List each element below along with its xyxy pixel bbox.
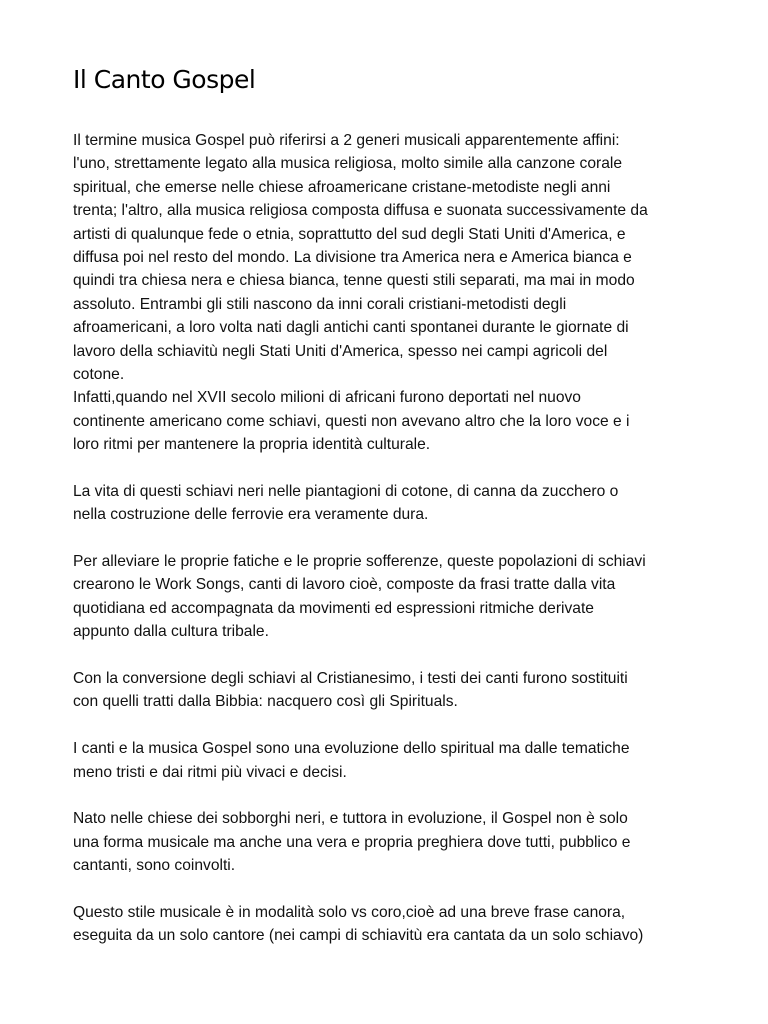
text-line: Infatti,quando nel XVII secolo milioni di africani furono deportati nel nuovo bbox=[73, 389, 581, 407]
text-line: La vita di questi schiavi neri nelle piantagioni di cotone, di canna da zucchero o bbox=[73, 482, 619, 500]
paragraph-break bbox=[73, 784, 703, 807]
paragraph-break bbox=[73, 456, 703, 479]
page-title: Il Canto Gospel bbox=[73, 65, 256, 94]
paragraph-break bbox=[73, 644, 703, 667]
paragraph-break bbox=[73, 878, 703, 901]
text-line: afroamericani, a loro volta nati dagli antichi canti spontanei durante le giornate di bbox=[73, 319, 629, 337]
text-line: cantanti, sono coinvolti. bbox=[73, 857, 236, 875]
text-line: cotone. bbox=[73, 365, 125, 383]
text-line: I canti e la musica Gospel sono una evoluzione dello spiritual ma dalle tematiche bbox=[73, 740, 630, 758]
text-line: artisti di qualunque fede o etnia, soprattutto del sud degli Stati Uniti d'America, e bbox=[73, 225, 626, 243]
paragraph-break bbox=[73, 714, 703, 737]
text-line: assoluto. Entrambi gli stili nascono da inni corali cristiani-metodisti degli bbox=[73, 295, 567, 313]
text-line: lavoro della schiavitù negli Stati Uniti d'America, spesso nei campi agricoli del bbox=[73, 342, 608, 360]
text-line: continente americano come schiavi, questi non avevano altro che la loro voce e i bbox=[73, 412, 630, 430]
document-body bbox=[73, 129, 703, 948]
text-line: meno tristi e dai ritmi più vivaci e decisi. bbox=[73, 763, 347, 781]
text-line: eseguita da un solo cantore (nei campi di schiavitù era cantata da un solo schiavo) bbox=[73, 927, 644, 945]
text-line: una forma musicale ma anche una vera e propria preghiera dove tutti, pubblico e bbox=[73, 833, 631, 851]
text-line: l'uno, strettamente legato alla musica religiosa, molto simile alla canzone corale bbox=[73, 155, 623, 173]
text-line: Questo stile musicale è in modalità solo vs coro,cioè ad una breve frase canora, bbox=[73, 903, 626, 921]
text-line: quindi tra chiesa nera e chiesa bianca, tenne questi stili separati, ma mai in modo bbox=[73, 272, 635, 290]
text-line: con quelli tratti dalla Bibbia: nacquero così gli Spirituals. bbox=[73, 693, 458, 711]
text-line: spiritual, che emerse nelle chiese afroamericane cristane-metodiste negli anni bbox=[73, 178, 611, 196]
text-line: Nato nelle chiese dei sobborghi neri, e tuttora in evoluzione, il Gospel non è solo bbox=[73, 810, 628, 828]
text-line: trenta; l'altro, alla musica religiosa composta diffusa e suonata successivamente da bbox=[73, 202, 648, 220]
text-line: Con la conversione degli schiavi al Cristianesimo, i testi dei canti furono sostituiti bbox=[73, 669, 628, 687]
paragraph-break bbox=[73, 527, 703, 550]
text-line: loro ritmi per mantenere la propria identità culturale. bbox=[73, 436, 431, 454]
text-line: Il termine musica Gospel può riferirsi a 2 generi musicali apparentemente affini: bbox=[73, 132, 620, 149]
text-line: nella costruzione delle ferrovie era veramente dura. bbox=[73, 506, 429, 524]
text-line: Per alleviare le proprie fatiche e le proprie sofferenze, queste popolazioni di schiavi bbox=[73, 553, 646, 571]
text-line: crearono le Work Songs, canti di lavoro cioè, composte da frasi tratte dalla vita bbox=[73, 576, 616, 594]
text-line: quotidiana ed accompagnata da movimenti ed espressioni ritmiche derivate bbox=[73, 599, 594, 617]
text-line: diffusa poi nel resto del mondo. La divisione tra America nera e America bianca e bbox=[73, 248, 632, 266]
text-line: appunto dalla cultura tribale. bbox=[73, 623, 269, 641]
